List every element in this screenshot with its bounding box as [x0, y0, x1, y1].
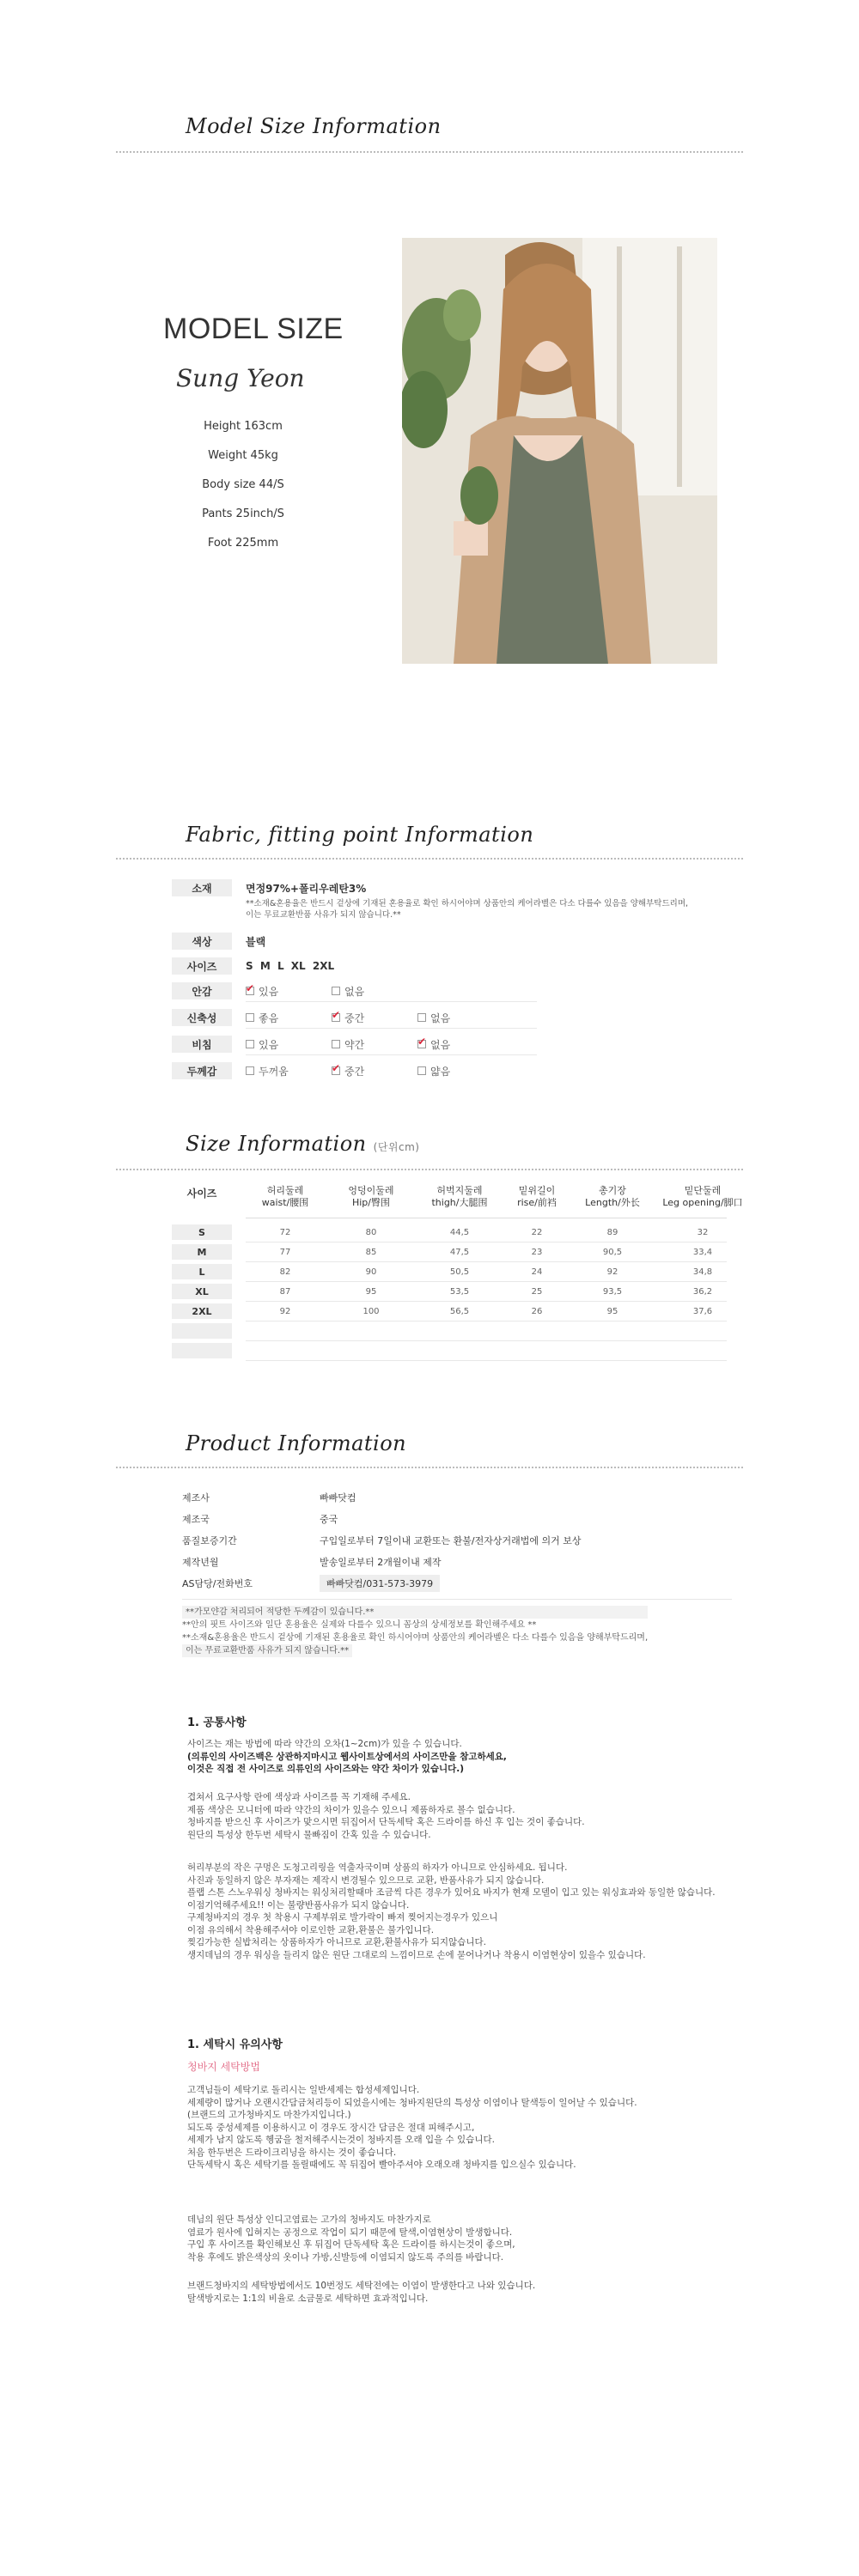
fabric-label: 색상: [172, 933, 232, 950]
common-heading: 1. 공통사항: [187, 1716, 247, 1729]
size-value: 32: [697, 1227, 709, 1237]
size-value: [332, 1343, 410, 1358]
size-value: 95: [606, 1306, 618, 1316]
fabric-row-thickness: [172, 1062, 537, 1079]
size-label: S: [172, 1224, 232, 1240]
size-value: [332, 1323, 410, 1339]
size-value: 92: [279, 1306, 291, 1316]
size-header-waist: 허리둘레 waist/腰围: [261, 1185, 309, 1208]
size-label: [172, 1343, 232, 1358]
model-stat-foot: Foot 225mm: [207, 537, 279, 550]
size-value: [655, 1343, 750, 1358]
size-table-row: [172, 1343, 756, 1361]
divider: [116, 1169, 743, 1170]
fabric-row-sheer: [172, 1036, 537, 1053]
checkbox: [417, 1013, 426, 1022]
size-value: 85: [365, 1247, 377, 1257]
size-value: 22: [531, 1227, 543, 1237]
size-value: 90,5: [602, 1247, 623, 1257]
size-label: 2XL: [172, 1303, 232, 1319]
size-label: L: [172, 1264, 232, 1279]
size-value: 93,5: [602, 1286, 623, 1297]
common-paragraph-1: 사이즈는 재는 방법에 따라 약간의 오차(1~2cm)가 있을 수 있습니다. (의류인의 사이즈백은 상관하지마시고 웹사이트상에서의 사이즈만을 참고하세요, 이것은 직접 전 사이즈로 의류인의 사이즈와는 약간 차이가 있습니다.): [187, 1739, 507, 1774]
wash-paragraph-2: 데님의 원단 특성상 인디고염료는 고가의 청바지도 마찬가지로 염료가 원사에 입혀지는 공정으로 작업이 되기 때문에 탈색,이염현상이 발생합니다. 구입 후 사이즈를 확인해보신 후 뒤집어 단독세탁 혹은 드라이를 하시는것이 좋으며, 착용 후에도 밝은색상의 옷이나 가방,신발등에 이염되지 않도록 주의를 바랍니다.: [187, 2215, 515, 2263]
model-stat-weight: Weight 45kg: [208, 449, 278, 462]
size-value: [503, 1323, 571, 1339]
size-value: 50,5: [449, 1267, 470, 1277]
fabric-row-stretch: [172, 1009, 537, 1026]
size-value: 25: [531, 1286, 543, 1297]
checkbox: [332, 1040, 340, 1048]
fabric-label: 비침: [172, 1036, 232, 1053]
fabric-option: ✔ 있음: [246, 984, 332, 999]
size-header-length: 총기장 Length/外长: [585, 1185, 640, 1208]
fabric-label: 두께감: [172, 1062, 232, 1079]
size-value: 34,8: [692, 1267, 713, 1277]
section-title-size: Size Information (단위cm): [186, 1132, 420, 1156]
product-row-country: 제조국 중국: [182, 1514, 338, 1525]
model-stat-height: Height 163cm: [204, 420, 283, 433]
fabric-option: 없음: [417, 1011, 503, 1025]
fabric-label: 사이즈: [172, 957, 232, 975]
size-unit: (단위cm): [373, 1141, 420, 1153]
size-value: 26: [531, 1306, 543, 1316]
size-value: 47,5: [449, 1247, 470, 1257]
fabric-material-value: 면정97%+폴리우레탄3%: [246, 882, 367, 895]
common-paragraph-2: 겹쳐서 요구사항 란에 색상과 사이즈를 꼭 기재해 주세요. 제품 색상은 모니터에 따라 약간의 차이가 있을수 있으니 제품하자로 볼수 없습니다. 청바지를 받으신 후 사이즈가 맞으시면 뒤집어서 단독세탁 혹은 드라이를 하신 후 입는 것이 좋습니다. 원단의 특성상 한두번 세탁시 물빠짐이 간혹 있을 수 있습니다.: [187, 1792, 585, 1840]
checkbox: [246, 1040, 254, 1048]
checkbox: [246, 1013, 254, 1022]
product-notes: **가모얀감 처리되어 적당한 두께감이 있습니다.** **안의 핏트 사이즈와 일단 혼용율은 실제와 다를수 있으니 꼼상의 상세정보를 확인해주세요 ** **소재&혼용율은 반드시 겉상에 기재된 혼용율로 확인 하시어야며 상품안의 케어라벨은 다소 다를수 있음을 양해부탁드리며, 이는 무료교환반품 사유가 되지 않습니다.**: [182, 1607, 649, 1656]
size-table-corner: 사이즈: [186, 1188, 217, 1200]
divider: [116, 858, 743, 860]
checkbox-checked: [417, 1040, 426, 1048]
size-header-leg-opening: 밑단둘레 Leg opening/脚口: [662, 1185, 743, 1208]
wash-subheading: 청바지 세탁방법: [187, 2061, 260, 2073]
fabric-size-value: S M L XL 2XL: [246, 960, 335, 972]
size-value: [574, 1343, 651, 1358]
size-value: 53,5: [449, 1286, 470, 1297]
wash-heading: 1. 세탁시 유의사항: [187, 2038, 283, 2051]
size-table-row: [172, 1323, 756, 1341]
size-table-row: [172, 1244, 756, 1262]
divider: [116, 1467, 743, 1468]
checkbox-checked: [332, 1013, 340, 1022]
size-value: [503, 1343, 571, 1358]
size-value: 90: [365, 1267, 377, 1277]
size-value: [421, 1343, 498, 1358]
size-value: 24: [531, 1267, 543, 1277]
size-header-hip: 엉덩이둘레 Hip/臀围: [348, 1185, 394, 1208]
size-value: 87: [279, 1286, 291, 1297]
checkbox: [332, 987, 340, 995]
size-header-thigh: 허벅지둘레 thigh/大腿围: [431, 1185, 488, 1208]
fabric-option: 좋음: [246, 1011, 332, 1025]
size-table-row: [172, 1264, 756, 1282]
size-table-row: [172, 1224, 756, 1242]
size-value: 100: [362, 1306, 380, 1316]
fabric-material-note: **소재&혼용율은 반드시 겉상에 기재된 혼용율로 확인 하시어야며 상품안의 케어라벨은 다소 다를수 있음을 양해부탁드리며, 이는 무료교환반품 사유가 되지 않습니다.**: [246, 899, 689, 920]
size-value: [421, 1323, 498, 1339]
fabric-color-value: 블랙: [246, 935, 266, 948]
fabric-label: 안감: [172, 982, 232, 999]
size-value: [251, 1343, 320, 1358]
fabric-label: 소재: [172, 879, 232, 896]
fabric-row-size: [172, 957, 537, 975]
size-value: 44,5: [449, 1227, 470, 1237]
checkbox-checked: [332, 1066, 340, 1075]
wash-paragraph-1: 고객님들이 세탁기로 돌리시는 일반세제는 합성세제입니다. 세제량이 많거나 오랜시간담금처리등이 되었을시에는 청바지원단의 특성상 이염이나 탈색등이 일어날 수 있습니다. (브랜드의 고가청바지도 마찬가지입니다.) 되도록 중성세제를 이용하시고 이 경우도 장시간 담금은 절대 피해주시고, 세제가 남지 않도록 헹굼을 철저해주시는것이 청바지를 오래 입을 수 있습니다. 처음 한두번은 드라이크리닝을 하시는 것이 좋습니다. 단독세탁시 혹은 세탁기를 돌릴때에도 꼭 뒤집어 빨아주셔야 오래오래 청바지를 입으실수 있습니다.: [187, 2085, 637, 2170]
product-row-as-contact: AS담당/전화번호 빠빠닷컴/031-573-3979: [182, 1576, 440, 1591]
size-value: 36,2: [692, 1286, 713, 1297]
fabric-row-lining: [172, 982, 537, 999]
model-photo: [402, 238, 717, 664]
fabric-label: 신축성: [172, 1009, 232, 1026]
model-size-heading: MODEL SIZE: [163, 313, 344, 345]
size-value: 80: [365, 1227, 377, 1237]
size-header-rise: 밑위길이 rise/前裆: [517, 1185, 557, 1208]
size-label: M: [172, 1244, 232, 1260]
checkbox: [246, 1066, 254, 1075]
fabric-option: 약간: [332, 1037, 417, 1052]
section-title-fabric: Fabric, fitting point Information: [186, 823, 534, 847]
size-value: 77: [279, 1247, 291, 1257]
model-name: Sung Yeon: [176, 364, 305, 392]
fabric-option: ✔ 중간: [332, 1011, 417, 1025]
product-row-production: 제작년월 발송일로부터 2개월이내 제작: [182, 1557, 442, 1568]
wash-paragraph-3: 브랜드청바지의 세탁방법에서도 10번정도 세탁전에는 이염이 발생한다고 나와 있습니다. 탈색방지로는 1:1의 비율로 소금물로 세탁하면 효과적입니다.: [187, 2281, 536, 2304]
size-label: [172, 1323, 232, 1339]
fabric-row-color: [172, 933, 537, 950]
common-paragraph-3: 허리부분의 작은 구멍은 도청고리링을 역출자국이며 상품의 하자가 아니므로 안심하세요. 됩니다. 사진과 동일하지 않은 부자재는 제작시 변경될수 있으므로 교환, 반품사유가 되지 않습니다. 플랩 스톤 스노우워싱 청바지는 워싱처리할때마 조금씩 다른 경우가 있어요 바지가 현재 모델이 입고 있는 워싱효과와 동일한 않습니다. 이점기억해주세요!! 이는 불량반품사유가 되지 않습니다. 구제청바지의 경우 첫 착용시 구제부위로 발가락이 빠져 찢어지는경우가 있으니 이점 유의해서 착용해주셔야 이로인한 교환,환불은 불가입니다. 찢김가능한 실밥처리는 상품하자가 아니므로 교환,환불사유가 되지않습니다. 생지데님의 경우 워싱을 들리지 않은 원단 그대로의 느낌이므로 손에 묻어나거나 착용시 이염현상이 있을수 있습니다.: [187, 1862, 716, 1960]
size-value: 89: [606, 1227, 618, 1237]
size-table-row: [172, 1303, 756, 1321]
model-stat-pants: Pants 25inch/S: [202, 507, 284, 520]
size-value: [574, 1323, 651, 1339]
fabric-option: ✔ 없음: [417, 1037, 503, 1052]
section-title-product: Product Information: [186, 1431, 407, 1455]
fabric-option: 두꺼움: [246, 1064, 332, 1078]
size-value: 37,6: [692, 1306, 713, 1316]
size-value: 72: [279, 1227, 291, 1237]
product-row-warranty: 품질보증기간 구입일로부터 7일이내 교환또는 환불/전자상거래법에 의거 보상: [182, 1535, 582, 1546]
size-value: 82: [279, 1267, 291, 1277]
size-value: [251, 1323, 320, 1339]
checkbox-checked: [246, 987, 254, 995]
fabric-option: 있음: [246, 1037, 332, 1052]
section-title-model: Model Size Information: [186, 114, 442, 138]
size-value: 33,4: [692, 1247, 713, 1257]
fabric-option: 없음: [332, 984, 417, 999]
size-value: 23: [531, 1247, 543, 1257]
product-row-maker: 제조사 빠빠닷컴: [182, 1492, 356, 1504]
size-table-body: [172, 1224, 756, 1362]
size-table-row: [172, 1284, 756, 1302]
size-label: XL: [172, 1284, 232, 1299]
size-value: 56,5: [449, 1306, 470, 1316]
model-stat-body: Body size 44/S: [202, 478, 284, 491]
divider: [116, 151, 743, 153]
fabric-option: 얇음: [417, 1064, 503, 1078]
checkbox: [417, 1066, 426, 1075]
fabric-option: ✔ 중간: [332, 1064, 417, 1078]
size-value: [655, 1323, 750, 1339]
size-value: 92: [606, 1267, 618, 1277]
fabric-row-material: [172, 879, 537, 896]
size-value: 95: [365, 1286, 377, 1297]
